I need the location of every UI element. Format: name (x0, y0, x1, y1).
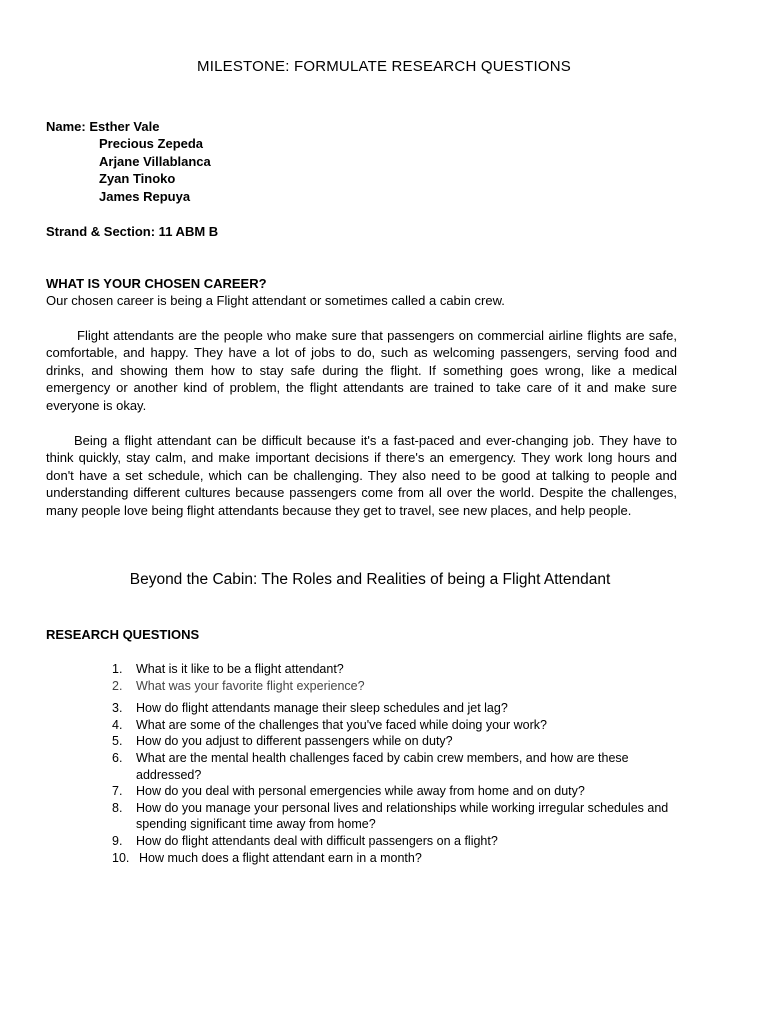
list-item-text: How do flight attendants manage their sleep schedules and jet lag? (136, 701, 508, 716)
paragraph-flight-attendant-role: Flight attendants are the people who make sure that passengers on commercial airline flights are safe, comfortable, and happy. They have a lot of jobs to do, such as welcoming passengers, serving food and drinks, and showing them how to stay safe during the flight. If something goes wrong, like a medical emergency or another kind of problem, the flight attendants are trained to take care of it and make sure everyone is okay. (46, 328, 677, 413)
list-item (112, 700, 682, 717)
list-item-number: 10. (112, 850, 130, 865)
document-title: MILESTONE: FORMULATE RESEARCH QUESTIONS (197, 58, 571, 75)
research-questions-list (112, 661, 682, 866)
list-item (112, 733, 682, 750)
list-item-text: What was your favorite flight experience? (136, 678, 365, 693)
name-label: Name: Esther Vale (46, 119, 160, 134)
list-item (112, 850, 682, 867)
list-item (112, 833, 682, 850)
list-item-text: How do you manage your personal lives and relationships while working irregular schedules and spending significant time away from home? (136, 800, 669, 832)
list-item-number: 2. (112, 678, 123, 693)
list-item-text: How do flight attendants deal with difficult passengers on a flight? (136, 833, 498, 848)
member-name: Precious Zepeda (99, 136, 204, 152)
list-item-text: How much does a flight attendant earn in a month? (139, 850, 422, 865)
paragraph-flight-attendant-challenges: Being a flight attendant can be difficult because it's a fast-paced and ever-changing job. They have to think quickly, stay calm, and make important decisions if there's an emergency. They work long hours and don't have a set schedule, which can be challenging. They also need to be good at talking to people and understanding different cultures because passengers come from all over the world. Despite the challenges, many people love being flight attendants because they get to travel, see new places, and help people. (46, 433, 677, 518)
list-item (112, 783, 682, 800)
list-item (112, 750, 682, 783)
member-name: Arjane Villablanca (99, 153, 211, 169)
member-name: James Repuya (99, 188, 191, 204)
list-item (112, 661, 682, 678)
member-name: Zyan Tinoko (99, 171, 176, 187)
list-item-text: How do you deal with personal emergencies while away from home and on duty? (136, 784, 585, 799)
list-item-text: What are the mental health challenges faced by cabin crew members, and how are these addressed? (136, 750, 629, 782)
list-item-text: What is it like to be a flight attendant? (136, 662, 344, 676)
list-item (112, 800, 682, 833)
list-item (112, 678, 682, 695)
career-answer: Our chosen career is being a Flight attendant or sometimes called a cabin crew. (46, 293, 505, 308)
strand-section: Strand & Section: 11 ABM B (46, 224, 219, 239)
list-item-number: 7. (112, 784, 123, 799)
list-item-number: 6. (112, 750, 123, 765)
list-item-number: 1. (112, 662, 123, 676)
list-item-number: 4. (112, 717, 123, 732)
list-item (112, 717, 682, 734)
list-item-text: How do you adjust to different passengers while on duty? (136, 734, 453, 749)
group-members (46, 118, 211, 205)
list-item-number: 8. (112, 800, 123, 815)
research-subtitle: Beyond the Cabin: The Roles and Realities of being a Flight Attendant (129, 571, 611, 588)
career-heading: WHAT IS YOUR CHOSEN CAREER? (46, 276, 267, 291)
list-item-number: 9. (112, 833, 123, 848)
research-questions-heading: RESEARCH QUESTIONS (46, 627, 200, 642)
list-item-number: 3. (112, 701, 123, 716)
list-item-text: What are some of the challenges that you've faced while doing your work? (136, 717, 547, 732)
list-item-number: 5. (112, 734, 123, 749)
